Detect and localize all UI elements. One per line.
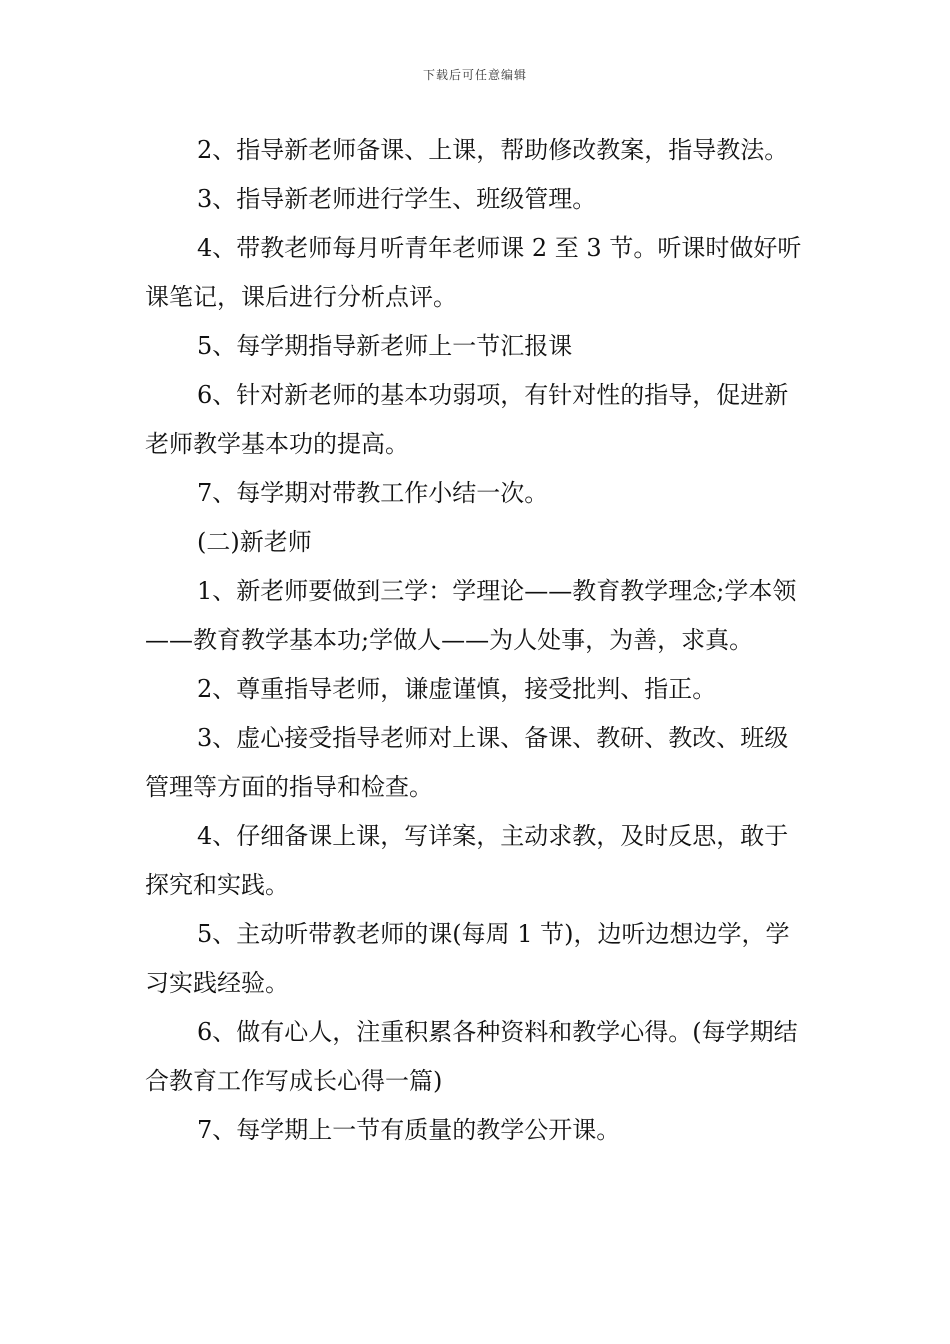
page-header-note: 下载后可任意编辑: [422, 68, 527, 82]
paragraph-mentor-item-4: 4、带教老师每月听青年老师课 2 至 3 节。听课时做好听课笔记，课后进行分析点评。: [145, 234, 802, 311]
paragraph-new-teacher-item-7: 7、每学期上一节有质量的教学公开课。: [197, 1116, 621, 1144]
paragraph-mentor-item-3: 3、指导新老师进行学生、班级管理。: [197, 185, 597, 213]
paragraph-mentor-item-2: 2、指导新老师备课、上课，帮助修改教案，指导教法。: [197, 136, 789, 164]
document-body: [145, 126, 810, 1155]
paragraph-mentor-item-6: 6、针对新老师的基本功弱项，有针对性的指导，促进新老师教学基本功的提高。: [145, 381, 789, 458]
section-heading-new-teacher: (二)新老师: [197, 528, 312, 556]
paragraph-new-teacher-item-4: 4、仔细备课上课，写详案，主动求教，及时反思，敢于探究和实践。: [145, 822, 789, 899]
paragraph-new-teacher-item-6: 6、做有心人，注重积累各种资料和教学心得。(每学期结合教育工作写成长心得一篇): [145, 1018, 798, 1095]
paragraph-new-teacher-item-3: 3、虚心接受指导老师对上课、备课、教研、教改、班级管理等方面的指导和检查。: [145, 724, 789, 801]
paragraph-new-teacher-item-1: 1、新老师要做到三学：学理论——教育教学理念;学本领——教育教学基本功;学做人——为人处事，为善，求真。: [145, 577, 797, 654]
paragraph-new-teacher-item-5: 5、主动听带教老师的课(每周 1 节)，边听边想边学，学习实践经验。: [145, 920, 790, 997]
paragraph-mentor-item-7: 7、每学期对带教工作小结一次。: [197, 479, 549, 507]
paragraph-new-teacher-item-2: 2、尊重指导老师，谦虚谨慎，接受批判、指正。: [197, 675, 717, 703]
paragraph-mentor-item-5: 5、每学期指导新老师上一节汇报课: [197, 332, 573, 360]
